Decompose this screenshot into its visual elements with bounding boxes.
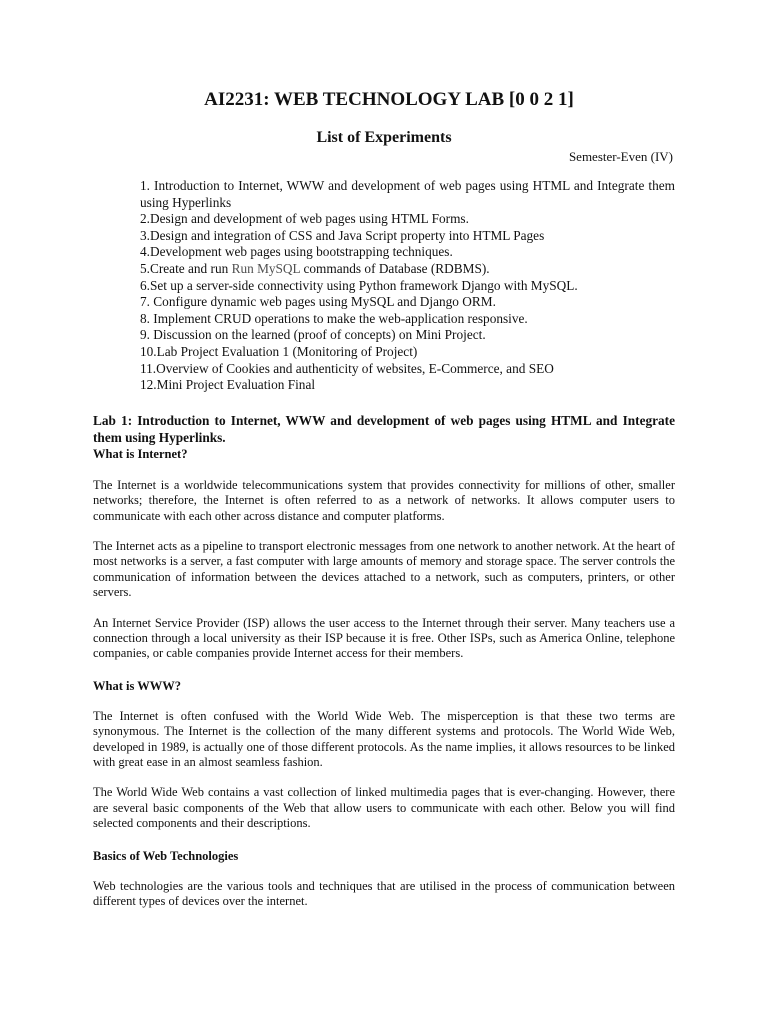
experiment-item: 8. Implement CRUD operations to make the web-application responsive. xyxy=(140,310,528,326)
experiment-item: 5.Create and run Run MySQL commands of Database (RDBMS). xyxy=(140,260,490,276)
paragraph: The World Wide Web contains a vast collection of linked multimedia pages that is ever-changing. However, there are several basic components of the Web that allow users to communicate with each other. Below you will find selected components and their descriptions. xyxy=(93,785,675,831)
experiment-list xyxy=(93,178,675,394)
paragraph: The Internet is a worldwide telecommunications system that provides connectivity for millions of other, smaller networks; therefore, the Internet is often referred to as a network of networks. It allows computer users to communicate with each other across distance and computer platforms. xyxy=(93,477,675,523)
experiment-item: 3.Design and integration of CSS and Java Script property into HTML Pages xyxy=(140,227,545,243)
lab-heading: Lab 1: Introduction to Internet, WWW and development of web pages using HTML and Integrate them using Hyperlinks. xyxy=(93,412,675,445)
experiment-item: 4.Development web pages using bootstrapping techniques. xyxy=(140,244,453,260)
experiment-item: 1. Introduction to Internet, WWW and development of web pages using HTML and Integrate them using Hyperlinks xyxy=(140,178,675,210)
paragraph: An Internet Service Provider (ISP) allows the user access to the Internet through their server. Many teachers use a connection through a local university as their ISP because it is free. Other ISPs, such as America Online, telephone companies, or cable companies provide Internet access for their members. xyxy=(93,615,675,661)
paragraph: Web technologies are the various tools and techniques that are utilised in the process of communication between different types of devices over the internet. xyxy=(93,878,675,909)
semester-label: Semester-Even (IV) xyxy=(568,149,673,164)
document-content xyxy=(93,88,675,909)
what-is-internet-heading: What is Internet? xyxy=(93,446,188,461)
course-title: AI2231: WEB TECHNOLOGY LAB [0 0 2 1] xyxy=(204,89,574,110)
experiment-item: 12.Mini Project Evaluation Final xyxy=(140,377,316,393)
experiment-item: 10.Lab Project Evaluation 1 (Monitoring of Project) xyxy=(140,343,418,359)
experiment-item: 2.Design and development of web pages using HTML Forms. xyxy=(140,211,469,227)
experiment-item: 11.Overview of Cookies and authenticity of websites, E-Commerce, and SEO xyxy=(140,360,554,376)
experiment-item: 6.Set up a server-side connectivity using Python framework Django with MySQL. xyxy=(140,277,578,293)
experiments-heading: List of Experiments xyxy=(316,129,452,146)
experiment-item: 9. Discussion on the learned (proof of concepts) on Mini Project. xyxy=(140,327,486,343)
basics-heading: Basics of Web Technologies xyxy=(93,848,239,863)
what-is-www-heading: What is WWW? xyxy=(93,678,181,693)
paragraph: The Internet acts as a pipeline to transport electronic messages from one network to another network. At the heart of most networks is a server, a fast computer with large amounts of memory and storage space. The server controls the communication of information between the devices attached to a network, such as computers, printers, or other servers. xyxy=(93,538,675,600)
experiment-item: 7. Configure dynamic web pages using MySQL and Django ORM. xyxy=(140,294,496,310)
paragraph: The Internet is often confused with the World Wide Web. The misperception is that these two terms are synonymous. The Internet is the collection of the many different systems and protocols. The World Wide Web, developed in 1989, is actually one of those different protocols. As the name implies, it allows resources to be linked with great ease in an almost seamless fashion. xyxy=(93,708,675,769)
run-mysql-link[interactable]: Run MySQL xyxy=(231,260,301,276)
